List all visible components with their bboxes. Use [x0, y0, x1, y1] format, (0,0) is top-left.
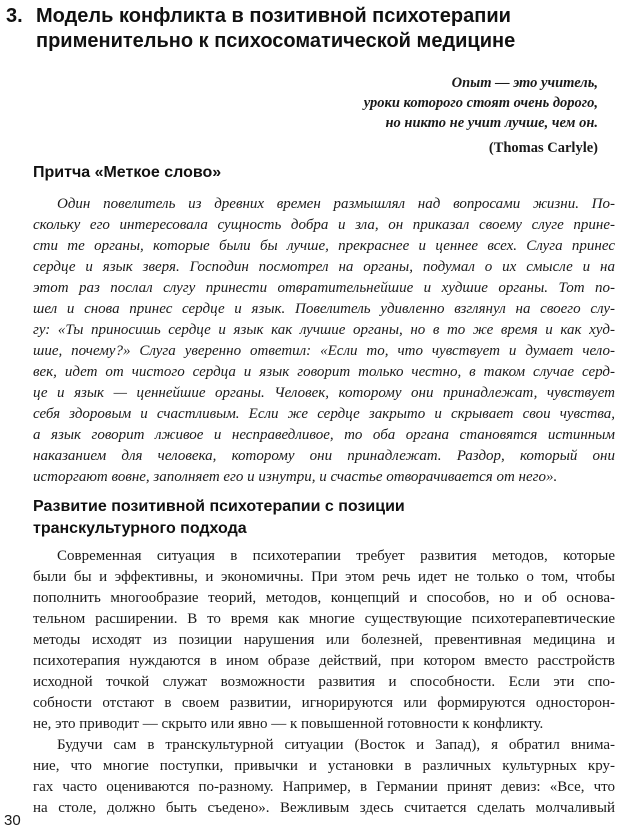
- section-heading: [33, 496, 405, 540]
- text-line: исторгают вовне, заполняет его и изнутри, и счастье отворачивается от него».: [33, 469, 558, 485]
- text-line: Один повелитель из древних времен размышлял над вопросами жизни. По-: [57, 196, 615, 212]
- text-line: скольку его интересовала сущность добра и зла, он приказал своему слуге прине-: [33, 217, 615, 233]
- text-line: а язык говорит лживое и несправедливое, то оба органа становятся истинным: [33, 427, 615, 443]
- parable-heading-text: Притча «Меткое слово»: [33, 164, 222, 181]
- epigraph-author: (Thomas Carlyle): [488, 140, 598, 156]
- text-line: шел и снова принес сердце и язык. Повелитель удивленно взглянул на своего слу-: [33, 301, 615, 317]
- parable-text: [33, 194, 615, 488]
- text-line: сердце и язык зверя. Господин посмотрел на органы, подумал о их смысле и на: [33, 259, 615, 275]
- text-line: собности отстают в своем развитии, игнорируются или формируются односторон-: [33, 695, 615, 711]
- section-heading-line: транскультурного подхода: [33, 520, 247, 537]
- text-line: исходной точкой служат возможности развития и способности. Если эти спо-: [33, 674, 615, 690]
- text-line: ние, что многие поступки, привычки и установки в различных культурных кру-: [33, 758, 615, 774]
- text-line: тельном расширении. В то время как многие существующие психотерапевтические: [33, 611, 615, 627]
- text-line: методы исходят из позиции нарушения или болезней, превентивная медицина и: [33, 632, 615, 648]
- chapter-title-line: применительно к психосоматической медицине: [36, 30, 516, 52]
- chapter-number: 3.: [6, 5, 23, 27]
- page-number: 30: [4, 812, 21, 829]
- text-line: Будучи сам в транскультурной ситуации (Восток и Запад), я обратил внима-: [57, 737, 615, 753]
- chapter-title-line: Модель конфликта в позитивной психотерапии: [36, 5, 511, 27]
- parable-heading: [33, 162, 221, 184]
- text-line: це и язык — ценнейшие органы. Человек, которому они принадлежат, чувствует: [33, 385, 615, 401]
- text-line: психотерапия нуждаются в ином образе действий, при котором вместо расстройств: [33, 653, 615, 669]
- text-line: себя здоровым и счастливым. Если же сердце закрыто и скрывает свои чувства,: [33, 406, 615, 422]
- section-paragraph-1: [33, 546, 615, 735]
- text-line: сти те органы, которые были бы лучше, прекраснее и ценнее всех. Слуга принес: [33, 238, 615, 254]
- epigraph: [364, 73, 598, 133]
- epigraph-line: уроки которого стоят очень дорого,: [363, 95, 598, 111]
- text-line: были бы и эффективны, и экономичны. При этом речь идет не только о том, чтобы: [33, 569, 615, 585]
- text-line: гу: «Ты приносишь сердце и язык как лучшие органы, но в то же время и как худ-: [33, 322, 615, 338]
- chapter-title: [6, 4, 612, 54]
- text-line: этот раз послал слугу принести отвратительнейшие и худшие органы. Тот по-: [33, 280, 615, 296]
- section-paragraph-2: [33, 735, 615, 819]
- section-heading-line: Развитие позитивной психотерапии с позиции: [33, 498, 405, 515]
- text-line: Современная ситуация в психотерапии требует развития методов, которые: [57, 548, 615, 564]
- text-line: на столе, должно быть съедено». Вежливым здесь считается сделать молчаливый: [33, 800, 615, 816]
- text-line: гах часто оцениваются по-разному. Например, в Германии принят девиз: «Все, что: [33, 779, 615, 795]
- epigraph-line: но никто не учит лучше, чем он.: [385, 115, 598, 131]
- text-line: наказанием для человека, которому они принадлежат. Раздор, который они: [33, 448, 615, 464]
- text-line: шие, почему?» Слуга уверенно ответил: «Если то, что чувствует и думает чело-: [33, 343, 615, 359]
- text-line: пополнить многообразие теорий, методов, концепций и способов, но и об основа-: [33, 590, 615, 606]
- text-line: век, идет от чистого сердца и язык говорит только честно, в таком случае серд-: [33, 364, 615, 380]
- epigraph-line: Опыт — это учитель,: [451, 75, 598, 91]
- text-line: не, это приводит — скрыто или явно — к повышенной готовности к конфликту.: [33, 716, 544, 732]
